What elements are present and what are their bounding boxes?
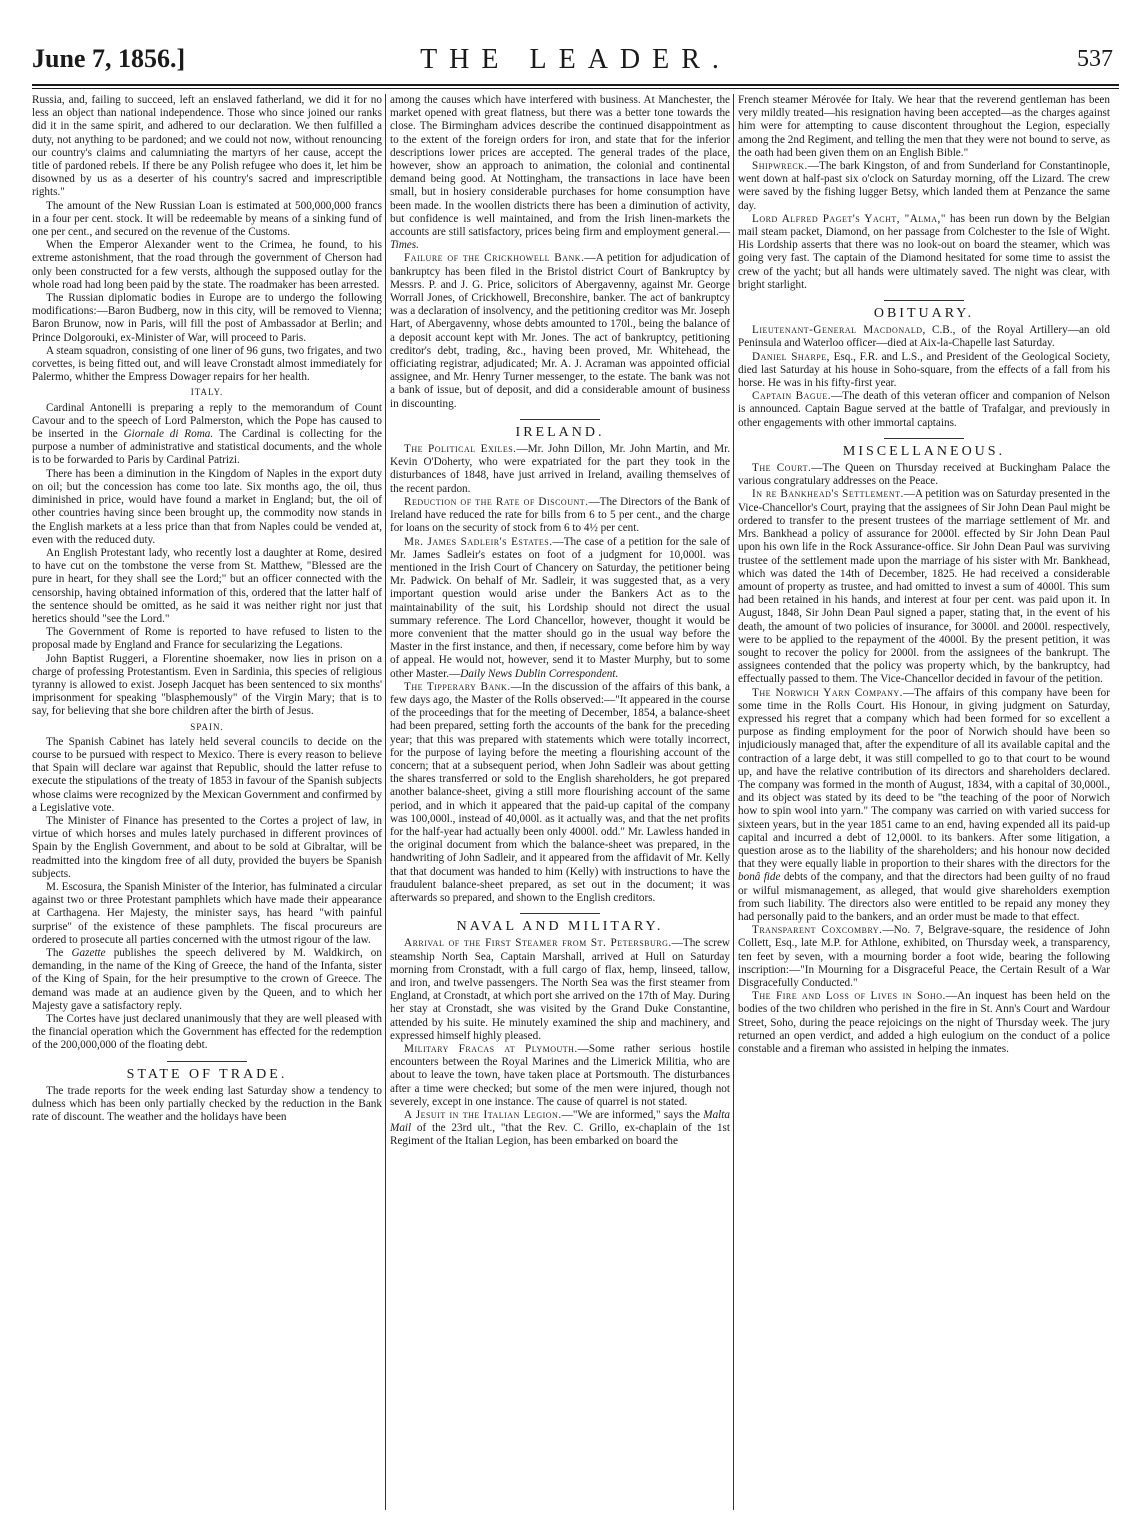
column-2 (390, 94, 730, 1514)
paragraph: The trade reports for the week ending last Saturday show a tendency to dulness which has been only partially checked by the reduction in the Bank rate of discount. The weather and the holidays have been (32, 1084, 382, 1124)
lead-in: In re Bankhead's Settlement. (752, 488, 904, 501)
paragraph (738, 390, 1110, 430)
text: —The screw steamship North Sea, Captain Marshall, arrived at Hull on Saturday morning from Cronstadt, with a full cargo of flax, hemp, linseed, tallow, and iron, and twelve passengers. The North Sea was the first steamer from England, at Cronstadt, at which port she arrived on the 17th of May. During her stay at Cronstadt, she was visited by the Grand Duke Constantine, attended by his suite. He minutely examined the ship and machinery, and expressed himself highly pleased. (390, 937, 730, 1042)
text: —The case of a petition for the sale of Mr. James Sadleir's estates on foot of a judgment for 10,000l. was mentioned in the Irish Court of Chancery on Saturday, the petitioner being Mr. Padwick. On behalf of Mr. Sadleir, it was suggested that, as a very important question would arise under the Bankers Act as to the maintainability of the suit, his Lordship should not direct the usual summary reference. The Lord Chancellor, however, thought it would be more convenient that the matter should go in the usual way before the Master in the first instance, and then, if necessary, come before him by way of appeal. He would not, however, send it to Master Murphy, but to some other Master.— (390, 535, 730, 680)
section-separator (884, 438, 964, 439)
lead-in: The Political Exiles. (404, 443, 517, 456)
paragraph (738, 213, 1110, 292)
text: C.B., of the Royal Artillery—an old Peninsula and Waterloo officer—died at Aix-la-Chapelle last Saturday. (738, 324, 1110, 350)
paragraph (738, 488, 1110, 686)
lead-in: The Court. (752, 462, 812, 475)
text: Cardinal Antonelli is preparing a reply to the memorandum of Count Cavour and to the speech of Lord Palmerston, which the Pope has caused to be inserted in the (32, 401, 382, 441)
masthead (32, 44, 1119, 86)
column-divider-1 (385, 94, 386, 1510)
text: The Cardinal is collecting for the purpose a number of administrative and statistical documents, and the whole is to be forwarded to Paris by Cardinal Patrizi. (32, 428, 382, 467)
text: —An inquest has been held on the bodies of the two children who perished in the fire in St. Ann's Court and Wardour Street, Soho, during the peace rejoicings on the night of Thursday week. The jury returned an open verdict, and added a high eulogium on the conduct of a police constable and a fireman who assisted in helping the inmates. (738, 990, 1110, 1056)
paragraph (390, 252, 730, 410)
section-heading-miscellaneous: MISCELLANEOUS. (842, 443, 1006, 459)
paragraph (738, 160, 1110, 213)
text: of the 23rd ult., "that the Rev. C. Grillo, ex-chaplain of the 1st Regiment of the Italian Legion, has been embarked on board the (390, 1122, 730, 1148)
paragraph (390, 681, 730, 905)
paragraph: French steamer Mérovée for Italy. We hear that the reverend gentleman has been very mildly treated—his resignation having been accepted—as the charges against him were for attempting to cause discontent throughout the Legion, especially among the 2nd Regiment, and telling the men that they were not bound to serve, as the oath had been given them on an English Bible." (738, 94, 1110, 159)
subheading-spain: SPAIN. (190, 721, 224, 732)
paragraph (390, 937, 730, 1043)
text: —The affairs of this company have been for some time in the Rolls Court. His Honour, in giving judgment on Saturday, expressed his regret that a company which had been formed for so excellent a purpose as finding employment for the poor of Norwich should have been so injudiciously managed that, after the expenditure of all its available capital and the contraction of a large debt, it was still compelled to go to that court to be wound up, and have the relative contribution of its directors and shareholders declared. The company was formed in the month of August, 1834, with a capital of 30,000l., and its object was stated by its deed to be "the teaching of the poor of Norwich how to spin wool into yarn." The company was carried on with varied success for sixteen years, but in the year 1851 came to an end, having expended all its paid-up capital and incurred a debt of 12,000l. to its bankers. After some litigation, a question arose as to the liability of the shareholders; and his honour now decided that they were equally liable in proportion to their shares with the directors for the (738, 686, 1110, 871)
paragraph (738, 990, 1110, 1056)
column-3 (738, 94, 1110, 1514)
paragraph: The amount of the New Russian Loan is estimated at 500,000,000 francs in a four per cent. stock. It will be redeemable by means of a sinking fund of one per cent., and secured on the revenue of the Customs. (32, 199, 382, 239)
newspaper-title: THE LEADER. (420, 44, 731, 75)
section-separator (884, 300, 964, 301)
paragraph (390, 496, 730, 536)
lead-in: Lieutenant-General Macdonald, (752, 324, 926, 337)
paragraph: Russia, and, failing to succeed, left an enslaved fatherland, we did it for no less an object than national independence. Those who since joined our ranks did it in the same spirit, and adhered to our declaration. We then fulfilled a duty, not anything to be pardoned; and we could not now, without renouncing our country's claims and calumniating the martyrs of her cause, accept the title of pardoned rebels. If there be any Polish refugee who does it, let him be disowned by us as a deserter of his country's sacred and imprescriptible rights." (32, 94, 382, 199)
paragraph (738, 462, 1110, 488)
text: among the causes which have interfered with business. At Manchester, the market opened with great flatness, but there was a better tone towards the close. The Birmingham advices describe the continued disappointment as to the extent of the foreign orders for iron, and state that for the inferior descriptions lower prices are accepted. The general trades of the place, however, show an approach to animation, the colonial and continental demand being good. At Nottingham, the transactions in lace have been small, but in hosiery considerable purchases for home consumption have been made. In the woollen districts there has been a diminution of activity, but confidence is well maintained, and from the Irish linen-markets the accounts are still satisfactory, prices being firm and employment general.— (390, 94, 730, 239)
text: —Some rather serious hostile encounters between the Royal Marines and the Limerick Militia, who are about to leave the town, have taken place at Portsmouth. The disturbances after a time were checked; but some of the men were injured, though not severely, except in one instance. The cause of quarrel is not stated. (390, 1043, 730, 1108)
paragraph (390, 443, 730, 496)
paragraph (390, 1109, 730, 1149)
issue-date: June 7, 1856.] (32, 44, 186, 73)
source: Times. (390, 239, 419, 252)
text: —"We are informed," says the (561, 1109, 700, 1122)
paragraph: The Cortes have just declared unanimously that they are well pleased with the financial operation which the Government has effected for the redemption of the 200,000,000 of the floating debt. (32, 1013, 382, 1052)
paragraph: The Minister of Finance has presented to the Cortes a project of law, in virtue of which horses and mules lately purchased in different provinces of Spain by the English Government, and about to be sold at Gibraltar, will be readmitted into the kingdom free of all duty, provided the buyers be Spanish subjects. (32, 814, 382, 880)
text: The (46, 947, 64, 959)
lead-in: Reduction of the Rate of Discount. (404, 495, 589, 508)
paragraph: John Baptist Ruggeri, a Florentine shoemaker, now lies in prison on a charge of professing Protestantism. Even in Sardinia, this species of religious tyranny is allowed to exist. Joseph Jacquet has been sentenced to six months' imprisonment for speaking "blasphemously" of the Virgin Mary; that is to say, for believing that she bore children after the birth of Jesus. (32, 652, 382, 718)
subheading-italy: ITALY. (190, 387, 224, 398)
column-1 (32, 94, 382, 1514)
lead-in: A Jesuit in the Italian Legion. (404, 1109, 562, 1122)
text: —In the discussion of the affairs of this bank, a few days ago, the Master of the Rolls observed:—"It appeared in the course of the proceedings that for the meeting of December, 1854, a balance-sheet had been prepared, setting forth the accounts of the bank for the preceding year; that this was prepared with statements which were totally incorrect, for the purpose of laying before the meeting a flourishing account of the concern; that at a subsequent period, when John Sadleir was about getting the shares transferred or sold to the English shareholders, he got prepared another balance-sheet, giving a still more flourishing account of the same period, and in which it appeared that the paid-up capital of the company was 100,000l., instead of 40,000l. as it actually was, and that the net profits for the half-year had actually been only 4000l. odd." Mr. Lawless handed in the original document from which the balance-sheet was prepared, in the handwriting of John Sadleir, and it appeared from the affidavit of Mr. Kelly that that document was handed to him (Kelly) with instructions to have the fraudulent balance-sheet prepared, as set out in the document; it was afterwards so prepared, and shown to the English creditors. (390, 680, 730, 904)
text: debts of the company, and that the directors had been guilty of no fraud or wilful mismanagement, as alleged, that would give shareholders exemption from such liability. The directors also were entitled to be repaid any money they had personally paid to the bankers, and an order must be made to that effect. (738, 871, 1110, 923)
text: publishes the speech delivered by M. Waldkirch, on demanding, in the name of the King of Greece, the hand of the Infanta, sister of the King of Spain, for the heir presumptive to the crown of Greece. The demand was made at an audience given by the Queen, and to which her Majesty gave a satisfactory reply. (32, 947, 382, 1012)
text: bonâ fide (738, 871, 781, 884)
paragraph: The Government of Rome is reported to have refused to listen to the proposal made by England and France for secularizing the Legations. (32, 626, 382, 652)
lead-in: Lord Alfred Paget's Yacht, "Alma," (752, 212, 946, 225)
paragraph (390, 94, 730, 252)
lead-in: The Fire and Loss of Lives in Soho. (752, 990, 946, 1003)
lead-in: The Norwich Yarn Company. (752, 686, 903, 699)
text: Giornale di Roma. (123, 428, 214, 441)
section-heading-obituary: OBITUARY. (873, 306, 975, 322)
source: Daily News Dublin Correspondent. (460, 667, 619, 680)
lead-in: Shipwreck. (752, 160, 808, 173)
paragraph (390, 1043, 730, 1109)
lead-in: Arrival of the First Steamer from St. Petersburg. (404, 937, 672, 950)
paragraph (738, 324, 1110, 350)
paragraph: When the Emperor Alexander went to the Crimea, he found, to his extreme astonishment, that the road through the government of Cherson had only been constructed for a few versts, although the supposed outlay for the whole road had long been paid by the state. The roadmaker has been arrested. (32, 239, 382, 291)
text: —The Directors of the Bank of Ireland have reduced the rate for bills from 6 to 5 per cent., and the charge for loans on the security of stock from 6 to 4½ per cent. (390, 495, 730, 535)
text: —A petition was on Saturday presented in the Vice-Chancellor's Court, praying that the assignees of Sir John Dean Paul might be ordered to transfer to the present trustees of the marriage settlement of Mr. and Mrs. Bankhead a policy of assurance for 2000l. effected by Sir John Dean Paul upon his own life in the Rock Assurance-office. Sir John Dean Paul was surviving trustee of the settlement made upon the marriage of his sister with Mr. Bankhead, which was dated the 14th of December, 1825. He had received a considerable amount of property as trustee, and had omitted to invest a sum of 4000l. This sum had been retained in his hands, and interest at four per cent. was paid upon it. In August, 1848, Sir John Dean Paul signed a paper, stating that, in the event of his death, the amount of two policies of insurance, for 3000l. and 2000l. respectively, were to be applied to the repayment of the 4000l. By the present petition, it was sought to recover the policy for 2000l. from the assignees of the bankrupt. The assignees contended that the policy was property which, by the bankruptcy, had effectually passed to them. The Vice-Chancellor decided in favour of the petition. (738, 488, 1110, 686)
page-number: 537 (1077, 46, 1113, 72)
paragraph: The Spanish Cabinet has lately held several councils to decide on the course to be pursued with respect to Mexico. There is every reason to believe that Spain will declare war against that Republic, should the latter refuse to execute the stipulations of the treaty of 1853 in favour of the Spanish subjects whose claims were recognized by the Mexican Government and confirmed by a Legislative vote. (32, 735, 382, 814)
paragraph: An English Protestant lady, who recently lost a daughter at Rome, desired to have cut on the tombstone the verse from St. Matthew, "Blessed are the pure in heart, for they shall see the Lord;" but an officer connected with the censorship, having obtained information of this, ordered that the latter half of the sentence should be omitted, as he said it was neither right nor just that heretics should "see the Lord." (32, 546, 382, 625)
paragraph (32, 947, 382, 1013)
text: Malta Mail (390, 1109, 730, 1135)
section-separator (520, 419, 600, 420)
paragraph (738, 351, 1110, 391)
text: Gazette (71, 947, 106, 959)
paragraph (32, 402, 382, 468)
paragraph: M. Escosura, the Spanish Minister of the Interior, has fulminated a circular against two or three Protestant pamphlets which have made their appearance at Carthagena. Her Majesty, the minister says, has heard "with painful surprise" of the existence of these pamphlets. The fiscal procureurs are ordered to prosecute all parties concerned with the utmost rigour of the law. (32, 880, 382, 946)
text: —The death of this veteran officer and companion of Nelson is announced. Captain Bague served at the battle of Trafalgar, and previously in other engagements with other immortal captains. (738, 390, 1110, 429)
text: —The Queen on Thursday received at Buckingham Palace the various congratulary addresses on the Peace. (738, 462, 1110, 488)
paragraph: The Russian diplomatic bodies in Europe are to undergo the following modifications:—Baron Budberg, now in this city, will be removed to Vienna; Baron Brunow, now in Paris, will fill the post of Ambassador at Berlin; and Prince Dolgorouki, ex-Minister of War, will proceed to Paris. (32, 292, 382, 344)
masthead-rule (32, 88, 1119, 89)
text: —The bark Kingston, of and from Sunderland for Constantinople, went down at half-past six o'clock on Saturday morning, off the Lizard. The crew were saved by the fishing lugger Betsy, which landed them at Penzance the same day. (738, 160, 1110, 212)
text: —No. 7, Belgrave-square, the residence of John Collett, Esq., late M.P. for Athlone, exhibited, on Thursday week, a transparency, ten feet by seven, with a mourning border a foot wide, bearing the following inscription:—"In Mourning for a Disgraceful Peace, the Certain Result of a War Disgracefully Conducted." (738, 924, 1110, 989)
lead-in: Military Fracas at Plymouth. (404, 1043, 578, 1056)
paragraph: There has been a diminution in the Kingdom of Naples in the export duty on oil; but the concession has come too late. Six months ago, the oil, thus diminished in price, would have found a market in England; but, the oil of other countries having since been brought up, the commodity now stands in the English markets at a less price than that from Naples could be vended at, even with the reduced duty. (32, 467, 382, 546)
text: —A petition for adjudication of bankruptcy has been filed in the Bristol district Court of Bankruptcy by Messrs. P. and J. G. Price, solicitors of Abergavenny, against Mr. George Worrall Jones, of Crickhowell, Breconshire, banker. The act of bankruptcy was a declaration of insolvency, and the petitioning creditor was Mr. Joseph Hart, of Abergavenny, whose debts amounted to 170l., being the balance of a deposit account kept with Mr. Jones. The act of bankruptcy, petitioning creditor's debt, trading, &c., having been proved, Mr. Whitehead, the officiating registrar, adjudicated; Mr. A. J. Acraman was appointed official assignee, and Mr. Henry Turner messenger, to the estate. The bank was not a bank of issue, but of deposit, and did a considerable amount of business in discounting. (390, 252, 730, 410)
lead-in: Failure of the Crickhowell Bank. (404, 252, 585, 265)
lead-in: Transparent Coxcombry. (752, 924, 883, 937)
paragraph (738, 924, 1110, 990)
lead-in: The Tipperary Bank. (404, 680, 511, 693)
lead-in: Daniel Sharpe, (752, 350, 830, 363)
column-divider-2 (733, 94, 734, 1510)
section-separator (167, 1061, 247, 1062)
text: Esq., F.R. and L.S., and President of the Geological Society, died last Saturday at his house in Soho-square, from the effects of a fall from his horse. He was in his fifty-first year. (738, 350, 1110, 390)
lead-in: Captain Bague. (752, 390, 832, 403)
text: —Mr. John Dillon, Mr. John Martin, and Mr. Kevin O'Doherty, who were expatriated for the part they took in the disturbances of 1848, have just arrived in Ireland, availing themselves of the recent pardon. (390, 443, 730, 495)
lead-in: Mr. James Sadleir's Estates. (404, 535, 553, 548)
paragraph (738, 687, 1110, 925)
paragraph (390, 536, 730, 681)
paragraph: A steam squadron, consisting of one liner of 96 guns, two frigates, and two corvettes, is being fitted out, and will leave Cronstadt almost immediately for Palermo, whither the Empress Dowager repairs for her health. (32, 344, 382, 384)
section-separator (520, 913, 600, 914)
section-heading-naval: NAVAL AND MILITARY. (456, 919, 664, 935)
section-heading-ireland: IRELAND. (515, 424, 605, 440)
text: has been run down by the Belgian mail steam packet, Diamond, on her passage from Colchester to the Isle of Wight. His Lordship asserts that there was no look-out on board the steamer, which was going very fast. The captain of the Diamond hesitated for some time to assist the crew of the yacht; but all hands were ultimately saved. The night was clear, with bright starlight. (738, 212, 1110, 291)
section-heading-trade: STATE OF TRADE. (126, 1066, 288, 1082)
